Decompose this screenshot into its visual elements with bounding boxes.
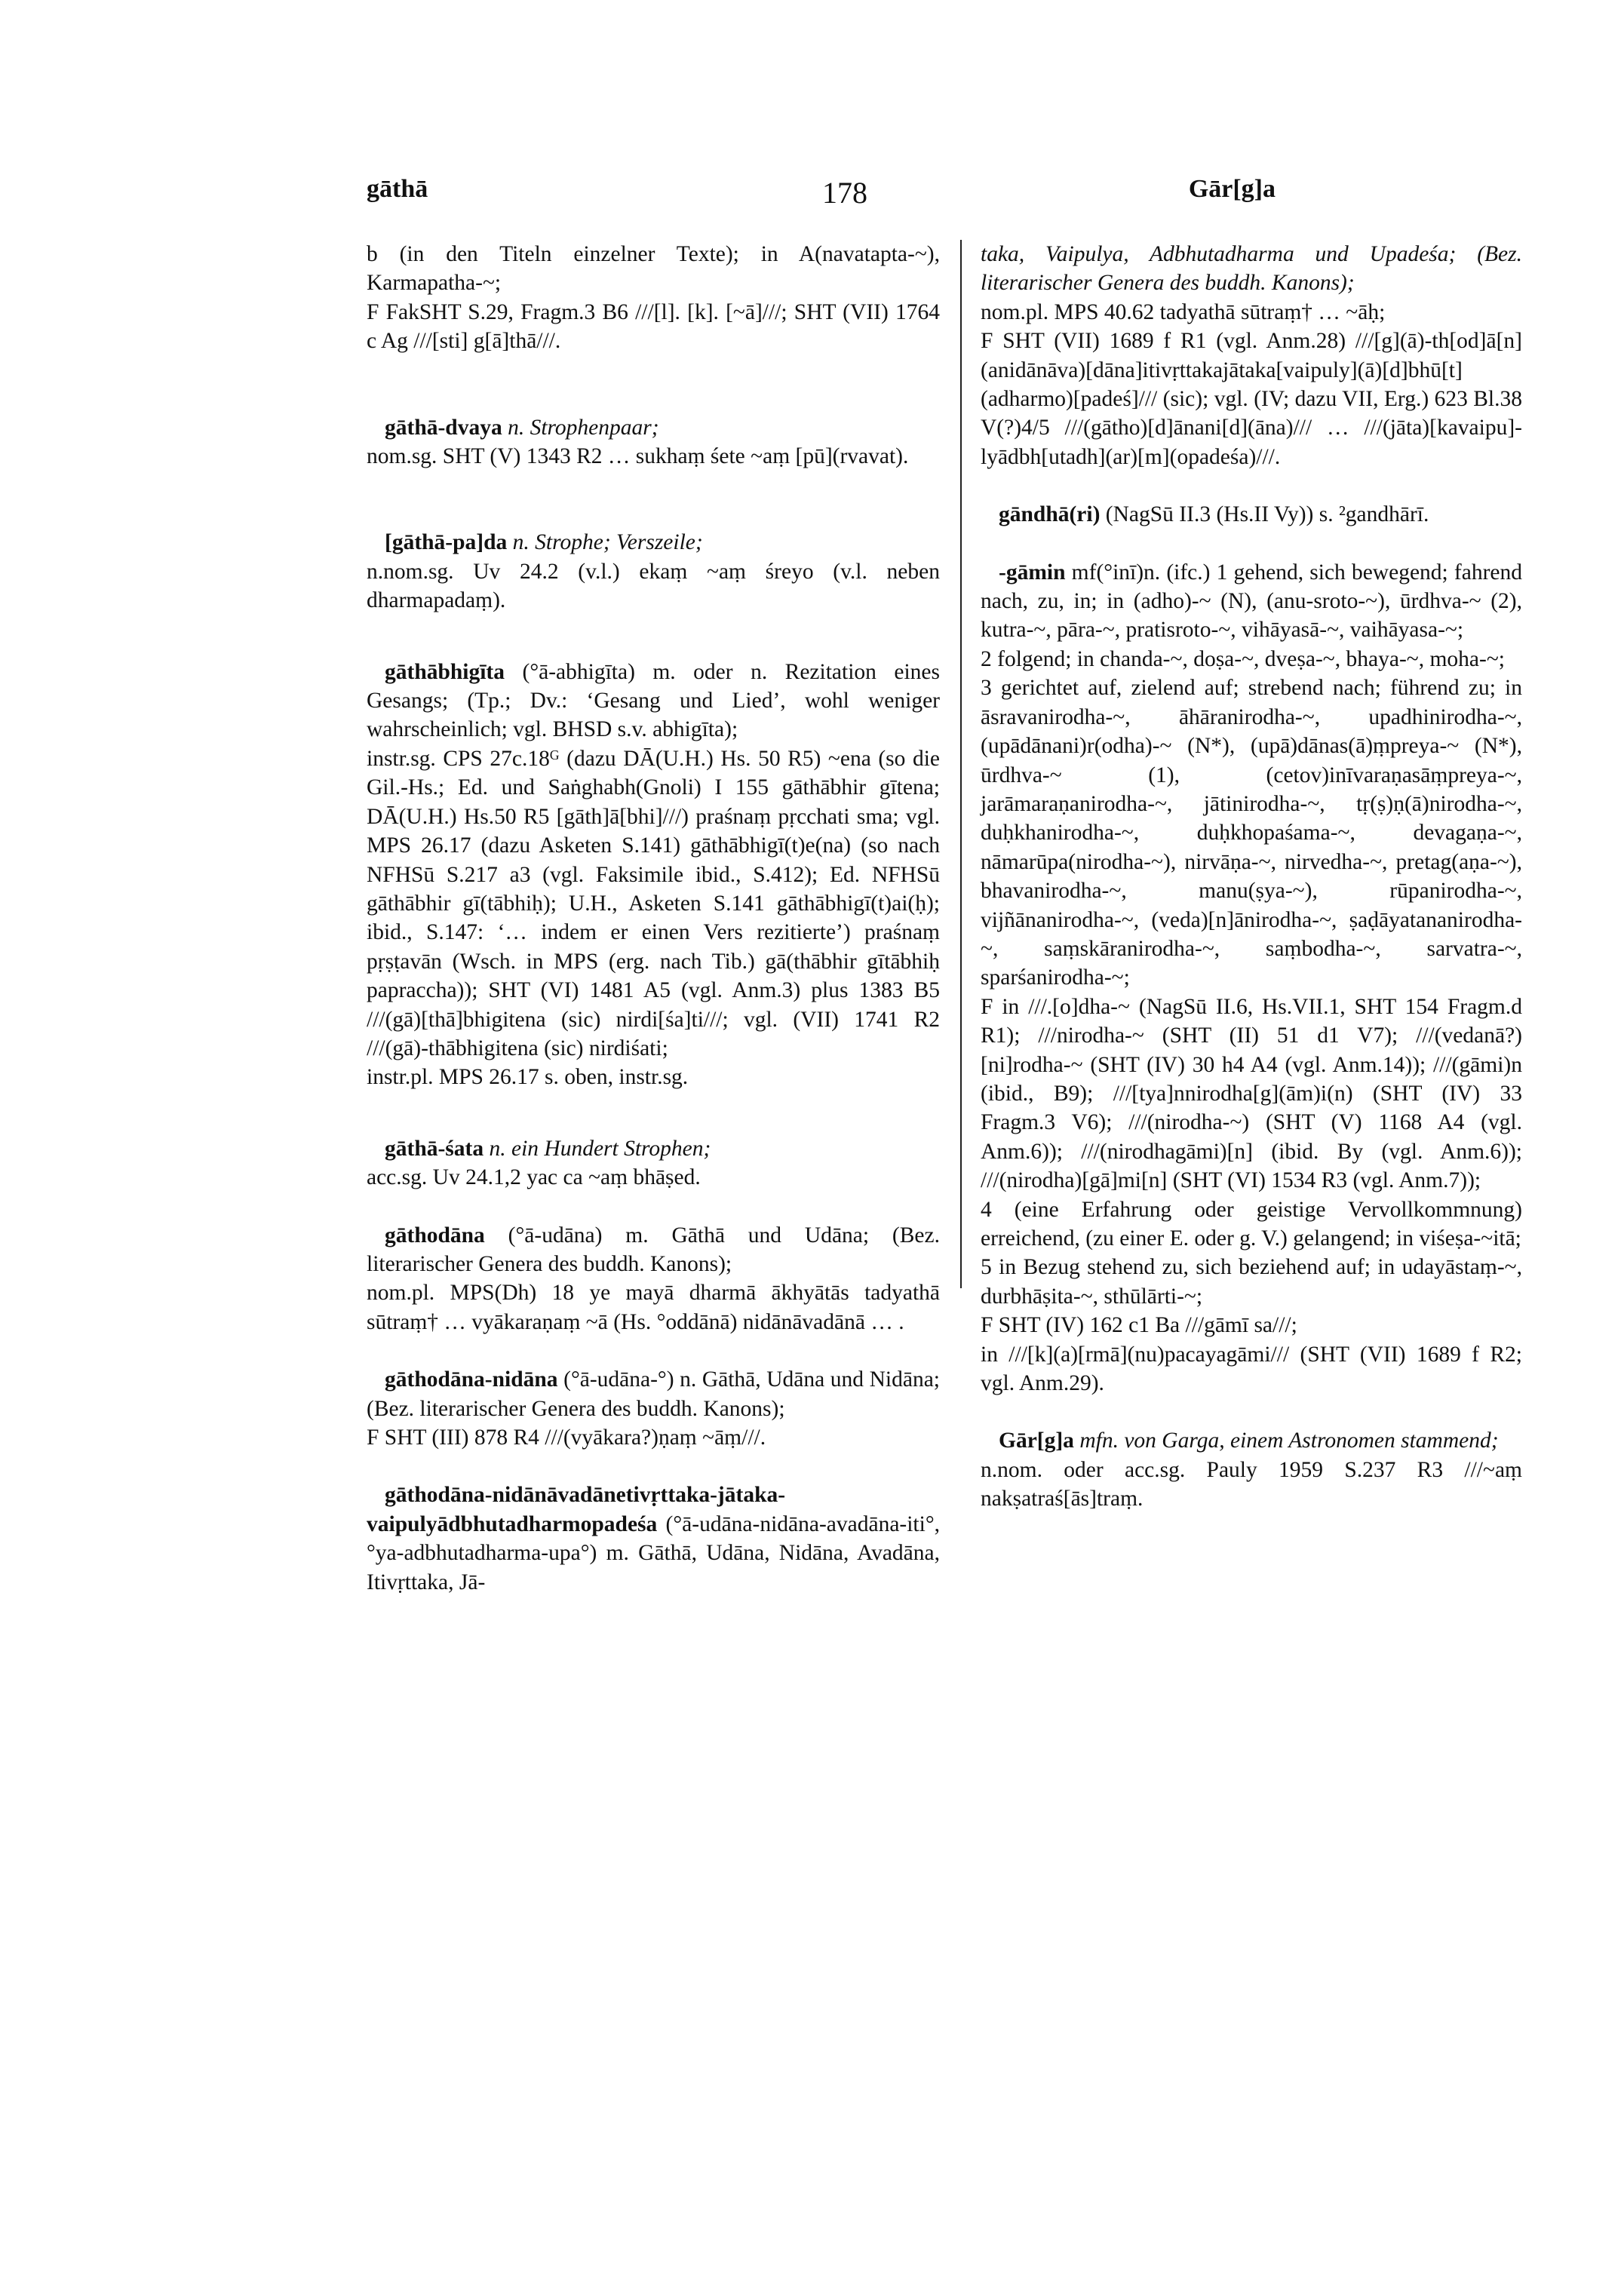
entry-heading: gāthodāna (°ā-udāna) m. Gāthā und Udāna; (Bez. literarischer Genera des buddh. Kanons); xyxy=(367,1223,940,1276)
entry-paragraph: 4 (eine Erfahrung oder geistige Vervollkommnung) erreichend, (zu einer E. oder g. V.) gelangend; in viśeṣa-~itā; xyxy=(981,1197,1522,1251)
entry-paragraph: 2 folgend; in chanda-~, doṣa-~, dveṣa-~, bhaya-~, moha-~; xyxy=(981,646,1505,671)
entry-paragraph: F FakSHT S.29, Fragm.3 B6 ///[l]. [k]. [~ā]///; SHT (VII) 1764 c Ag ///[sti] g[ā]thā///. xyxy=(367,299,940,354)
entry-heading: [gāthā-pa]da n. Strophe; Verszeile; xyxy=(385,530,703,555)
entry-heading: -gāmin mf(°inī)n. (ifc.) 1 gehend, sich bewegend; fahrend nach, zu, in; in (adho)-~ (N), (anu-sroto-~), ūrdhva-~ (2), kutra-~, pāra-~, pratisroto-~, vihāyasā-~, vaihāyasa-~; xyxy=(981,560,1522,643)
entry-paragraph: in ///[k](a)[rmā](nu)pacayagāmi/// (SHT (VII) 1689 f R2; vgl. Anm.29). xyxy=(981,1342,1522,1396)
entry-paragraph: n.nom. oder acc.sg. Pauly 1959 S.237 R3 ///~aṃ nakṣatraś[ās]traṃ. xyxy=(981,1457,1522,1511)
entry-paragraph: acc.sg. Uv 24.1,2 yac ca ~aṃ bhāṣed. xyxy=(367,1165,701,1190)
lemma: gāthā-dvaya xyxy=(385,415,502,440)
entry-paragraph: F SHT (III) 878 R4 ///(vyākara?)ṇaṃ ~āṃ///. xyxy=(367,1425,766,1450)
lemma: gāthodāna xyxy=(385,1223,485,1247)
entry-paragraph: F SHT (IV) 162 c1 Ba ///gāmī sa///; xyxy=(981,1313,1297,1338)
entry-heading: gāndhā(ri) (NagSū II.3 (Hs.II Vy)) s. ²gandhārī. xyxy=(999,502,1429,527)
entry-heading: gāthā-dvaya n. Strophenpaar; xyxy=(385,415,659,440)
entry-heading: gāthodāna-nidānāvadānetivṛttaka-jātaka-vaipulyādbhutadharmopadeśa (°ā-udāna-nidāna-avadāna-iti°, °ya-adbhutadharma-upa°) m. Gāthā, Udāna, Nidāna, Avadāna, Itivṛttaka, Jā- xyxy=(367,1483,940,1594)
entry-heading: gāthābhigīta (°ā-abhigīta) m. oder n. Rezitation eines Gesangs; (Tp.; Dv.: ‘Gesang und Lied’, wohl weniger wahrscheinlich; vgl. BHSD s.v. abhigīta); xyxy=(367,659,941,742)
entry-paragraph: F SHT (VII) 1689 f R1 (vgl. Anm.28) ///[g](ā)-th[od]ā[n](anidānāva)[dāna]itivṛttakajātaka[vaipuly](ā)[d]bhū[t](adharmo)[padeś]/// (sic); vgl. (IV; dazu VII, Erg.) 623 Bl.38 V(?)4/5 ///(gātho)[d]ānani[d](āna)/// … ///(jāta)[kavaipu]-lyādbh[utadh](ar)[m](opadeśa)///. xyxy=(981,329,1522,469)
column-divider xyxy=(960,240,962,1288)
right-column xyxy=(981,240,1522,1514)
entry-paragraph: b (in den Titeln einzelner Texte); in A(navatapta-~), Karmapatha-~; xyxy=(367,242,940,296)
entry-heading: Gār[g]a mfn. von Garga, einem Astronomen stammend; xyxy=(999,1429,1499,1453)
entry-paragraph: nom.sg. SHT (V) 1343 R2 … sukhaṃ śete ~aṃ [pū](rvavat). xyxy=(367,444,909,469)
left-column xyxy=(367,240,940,1597)
lemma: [gāthā-pa]da xyxy=(385,530,508,555)
lemma: gāthodāna-nidāna xyxy=(385,1367,558,1392)
lemma: gāndhā(ri) xyxy=(999,502,1101,527)
entry-paragraph: 3 gerichtet auf, zielend auf; strebend nach; führend zu; in āsravanirodha-~, āhāranirodha-~, upadhinirodha-~, (upādānani)r(odha)-~ (N*), (upā)dānas(ā)ṃpreya-~ (N*), ūrdhva-~ (1), (cetov)inīvaraṇasāṃpreya-~, jarāmaraṇanirodha-~, jātinirodha-~, tṛ(ṣ)ṇ(ā)nirodha-~, duḥkhanirodha-~, duḥkhopaśama-~, devagaṇa-~, nāmarūpa(nirodha-~), nirvāṇa-~, nirvedha-~, pretag(aṇa-~), bhavanirodha-~, manu(ṣya-~), rūpanirodha-~, vijñānanirodha-~, (veda)[n]ānirodha-~, ṣaḍāyatananirodha-~, saṃskāranirodha-~, saṃbodha-~, sarvatra-~, sparśanirodha-~; xyxy=(981,676,1522,990)
entry-paragraph: instr.pl. MPS 26.17 s. oben, instr.sg. xyxy=(367,1065,689,1090)
entry-paragraph: F in ///.[o]dha-~ (NagSū II.6, Hs.VII.1, SHT 154 Fragm.d R1); ///nirodha-~ (SHT (II) 51 d1 V7); ///(vedanā?)[ni]rodha-~ (SHT (IV) 30 h4 A4 (vgl. Anm.14)); ///(gāmi)n (ibid., B9); ///[tya]nnirodha[g](ām)i(n) (SHT (IV) 33 Fragm.3 V6); ///(nirodha-~) (SHT (V) 1168 A4 (vgl. Anm.6)); ///(nirodhagāmi)[n] (ibid. By (vgl. Anm.6)); ///(nirodha)[gā]mi[n] (SHT (VI) 1534 R3 (vgl. Anm.7)); xyxy=(981,994,1522,1193)
entry-heading: gāthā-śata n. ein Hundert Strophen; xyxy=(385,1136,711,1161)
entry-paragraph: 5 in Bezug stehend zu, sich beziehend auf; in udayāstaṃ-~, durbhāṣita-~, sthūlārti-~; xyxy=(981,1255,1522,1309)
lemma: Gār[g]a xyxy=(999,1429,1074,1453)
lemma: -gāmin xyxy=(999,560,1066,585)
entry-paragraph: n.nom.sg. Uv 24.2 (v.l.) ekaṃ ~aṃ śreyo (v.l. neben dharmapadaṃ). xyxy=(367,559,940,613)
lemma: gāthābhigīta xyxy=(385,659,505,684)
lemma: gāthā-śata xyxy=(385,1136,484,1161)
lemma: gāthodāna-nidānāvadānetivṛttaka-jātaka-vaipulyādbhutadharmopadeśa xyxy=(367,1483,786,1536)
running-head-right: Gār[g]a xyxy=(1188,175,1276,203)
entry-heading: gāthodāna-nidāna (°ā-udāna-°) n. Gāthā, Udāna und Nidāna; (Bez. literarischer Genera des buddh. Kanons); xyxy=(367,1367,940,1421)
page-number: 178 xyxy=(822,176,867,210)
entry-paragraph: taka, Vaipulya, Adbhutadharma und Upadeśa; (Bez. literarischer Genera des buddh. Kanons); xyxy=(981,242,1522,296)
entry-paragraph: instr.sg. CPS 27c.18ᴳ (dazu DĀ(U.H.) Hs. 50 R5) ~ena (so die Gil.-Hs.; Ed. und Saṅghabh(Gnoli) I 155 gāthābhir gītena; DĀ(U.H.) Hs.50 R5 [gāth]ā[bhi]///) praśnaṃ pṛcchati sma; vgl. MPS 26.17 (dazu Asketen S.141) gāthābhigī(t)e(na) (so nach NFHSū S.217 a3 (vgl. Faksimile ibid., S.412); Ed. NFHSū gāthābhir gī(tābhiḥ); U.H., Asketen S.141 gāthābhigī(t)ai(ḥ); ibid., S.147: ‘… indem er einen Vers rezitierte’) praśnaṃ pṛṣṭavān (Wsch. in MPS (erg. nach Tib.) gā(thābhir gītābhiḥ papraccha)); SHT (VI) 1481 A5 (vgl. Anm.3) plus 1383 B5 ///(gā)[thā]bhigitena (sic) nirdi[śa]ti///; vgl. (VII) 1741 R2 ///(gā)-thābhigitena (sic) nirdiśati; xyxy=(367,746,940,1060)
entry-paragraph: nom.pl. MPS 40.62 tadyathā sūtraṃ† … ~āḥ; xyxy=(981,299,1386,324)
entry-paragraph: nom.pl. MPS(Dh) 18 ye mayā dharmā ākhyātās tadyathā sūtraṃ† … vyākaraṇaṃ ~ā (Hs. °oddānā) nidānāvadānā … . xyxy=(367,1281,940,1334)
running-head-left: gāthā xyxy=(367,175,428,203)
